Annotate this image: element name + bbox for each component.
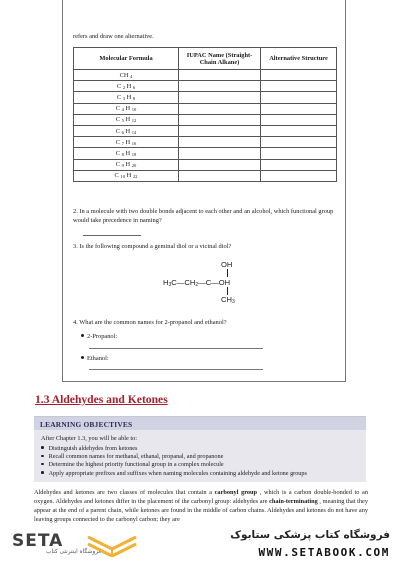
answer-line-q2[interactable] [83,235,141,236]
structure-answer-cell[interactable] [261,70,337,81]
table-row [74,170,337,181]
store-url[interactable]: WWW.SETABOOK.COM [258,546,390,559]
iupac-answer-cell[interactable] [179,137,261,148]
structure-answer-cell[interactable] [261,125,337,136]
iupac-answer-cell[interactable] [179,81,261,92]
bullet-2-propanol: 2-Propanol: [81,333,117,340]
iupac-answer-cell[interactable] [179,114,261,125]
learning-objectives-box [34,416,366,482]
table-row [74,114,337,125]
header-molecular-formula: Molecular Formula [74,48,179,70]
setabook-logo[interactable] [6,527,144,561]
learning-objectives-list [41,445,307,478]
term-chain-terminating: chain-terminating [269,498,318,506]
store-name: فروشگاه کتاب پزشکی ستابوک [230,529,390,541]
exercise-intro: refers and draw one alternative. [73,33,154,40]
formula-cell: C $_7$ H $_{16}$ [74,137,179,148]
ch3-bottom-label: $CH_3$ [221,295,235,305]
table-row [74,148,337,159]
formula-cell: C $_5$ H $_{12}$ [74,114,179,125]
header-alternative-structure: Alternative Structure [261,48,337,70]
list-item: Recall common names for methanal, ethanal, propanal, and propanone [41,453,307,461]
iupac-answer-cell[interactable] [179,70,261,81]
table-row [74,103,337,114]
iupac-answer-cell[interactable] [179,148,261,159]
iupac-answer-cell[interactable] [179,170,261,181]
table-row [74,125,337,136]
structure-answer-cell[interactable] [261,137,337,148]
iupac-answer-cell[interactable] [179,92,261,103]
list-item: Determine the highest priority functional group in a complex molecule [41,461,307,469]
body-paragraph: Aldehydes and ketones are two classes of molecules that contain a carbonyl group , which is a carbon double-bonded to an oxygen. Aldehydes and ketones differ in the placement of the carbonyl group: aldehydes are chain-terminating , meaning that they appear at the end of a parent chain, while ketones are found in the middle of carbon chains. Aldehydes and ketones do not have any leaving groups connected to the carbonyl carbon; they are [34,489,368,524]
logo-tagline: فروشگاه اینترنتی کتاب [46,549,102,555]
header-iupac-name: IUPAC Name (Straight-Chain Alkane) [179,48,261,70]
table-header-row [74,48,337,70]
question-2: 2. In a molecule with two double bonds adjacent to each other and an alcohol, which functional group would take precedence in naming? [73,208,334,224]
answer-line-2-propanol[interactable] [89,348,263,349]
learning-objectives-title: LEARNING OBJECTIVES [40,419,133,429]
structure-answer-cell[interactable] [261,148,337,159]
bullet-ethanol: Ethanol: [81,355,109,362]
structure-answer-cell[interactable] [261,81,337,92]
formula-cell: C $_3$ H $_8$ [74,92,179,103]
table-row [74,81,337,92]
term-carbonyl-group: carbonyl group [214,489,258,496]
list-item: Apply appropriate prefixes and suffixes when naming molecules containing aldehyde and ketone groups [41,470,307,478]
iupac-answer-cell[interactable] [179,125,261,136]
structure-answer-cell[interactable] [261,114,337,125]
book-logo-icon [84,529,140,557]
structure-answer-cell[interactable] [261,170,337,181]
answer-line-ethanol[interactable] [89,369,263,370]
learning-objectives-intro: After Chapter 1.3, you will be able to: [41,435,138,442]
iupac-answer-cell[interactable] [179,159,261,170]
question-3: 3. Is the following compound a geminal diol or a vicinal diol? [73,243,232,250]
bullet-dot [81,356,84,359]
section-title: 1.3 Aldehydes and Ketones [35,393,168,406]
formula-cell: C $_2$ H $_6$ [74,81,179,92]
structure-answer-cell[interactable] [261,92,337,103]
bond-vertical-bottom [227,287,228,295]
formula-cell: C $_9$ H $_{20}$ [74,159,179,170]
logo-wordmark: SETA [12,531,64,551]
formula-cell: C $_8$ H $_{18}$ [74,148,179,159]
table-row [74,70,337,81]
formula-cell: C $_6$ H $_{14}$ [74,125,179,136]
table-row [74,159,337,170]
diol-structure [163,258,273,308]
chain-left: $H_3C—CH_2—C—OH$ [163,278,231,288]
formula-table [73,47,337,182]
learning-objectives-header [34,417,366,430]
formula-cell: C $_{10}$ H $_{22}$ [74,170,179,181]
exercise-box [62,0,346,382]
bond-vertical-top [227,269,228,277]
structure-answer-cell[interactable] [261,159,337,170]
question-4: 4. What are the common names for 2-propanol and ethanol? [73,319,227,326]
formula-cell: C $_4$ H $_{10}$ [74,103,179,114]
list-item: Distinguish aldehydes from ketones [41,445,307,453]
bullet-dot [81,334,84,337]
table-row [74,92,337,103]
structure-answer-cell[interactable] [261,103,337,114]
iupac-answer-cell[interactable] [179,103,261,114]
formula-cell: CH $_4$ [74,70,179,81]
table-row [74,137,337,148]
oh-top-label: OH [221,260,233,269]
